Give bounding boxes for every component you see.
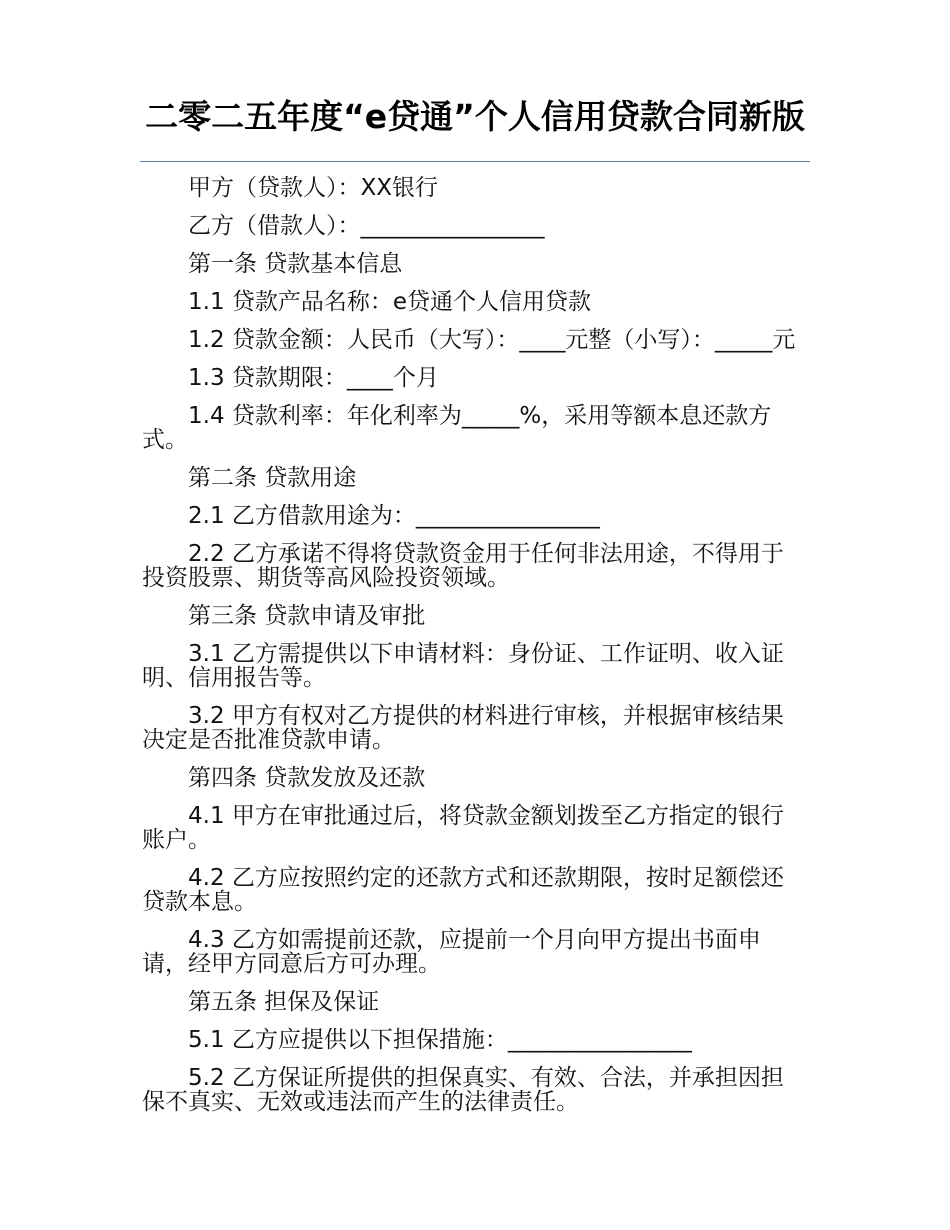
- clause-4-1: 4.1 甲方在审批通过后，将贷款金额划拨至乙方指定的银行账户。: [142, 803, 784, 853]
- clause-1-4: 1.4 贷款利率：年化利率为_____%，采用等额本息还款方式。: [142, 403, 772, 453]
- clause-4-2: 4.2 乙方应按照约定的还款方式和还款期限，按时足额偿还贷款本息。: [142, 865, 784, 915]
- clause-5-1: 5.1 乙方应提供以下担保措施：________________: [188, 1027, 692, 1053]
- article-2-heading: 第二条 贷款用途: [188, 465, 357, 491]
- party-a-line: 甲方（贷款人）：XX银行: [188, 175, 439, 201]
- article-5-heading: 第五条 担保及保证: [188, 989, 380, 1015]
- article-1-heading: 第一条 贷款基本信息: [188, 251, 403, 277]
- document-title: 二零二五年度“e贷通”个人信用贷款合同新版: [145, 97, 805, 136]
- party-b-line: 乙方（借款人）：________________: [188, 213, 545, 239]
- clause-2-1: 2.1 乙方借款用途为：________________: [188, 503, 600, 529]
- clause-2-2: 2.2 乙方承诺不得将贷款资金用于任何非法用途，不得用于投资股票、期货等高风险投资领域。: [142, 541, 784, 591]
- clause-1-3: 1.3 贷款期限：____个月: [188, 365, 439, 391]
- clause-5-2: 5.2 乙方保证所提供的担保真实、有效、合法，并承担因担保不真实、无效或违法而产生的法律责任。: [142, 1065, 784, 1115]
- clause-3-2: 3.2 甲方有权对乙方提供的材料进行审核，并根据审核结果决定是否批准贷款申请。: [142, 703, 784, 753]
- clause-3-1: 3.1 乙方需提供以下申请材料：身份证、工作证明、收入证明、信用报告等。: [142, 641, 784, 691]
- clause-1-2: 1.2 贷款金额：人民币（大写）：____元整（小写）：_____元: [188, 327, 796, 353]
- document-body: [142, 176, 802, 1128]
- title-underline: [140, 161, 810, 162]
- clause-4-3: 4.3 乙方如需提前还款，应提前一个月向甲方提出书面申请，经甲方同意后方可办理。: [142, 927, 761, 977]
- clause-1-1: 1.1 贷款产品名称：e贷通个人信用贷款: [188, 289, 592, 315]
- article-4-heading: 第四条 贷款发放及还款: [188, 765, 426, 791]
- article-3-heading: 第三条 贷款申请及审批: [188, 603, 426, 629]
